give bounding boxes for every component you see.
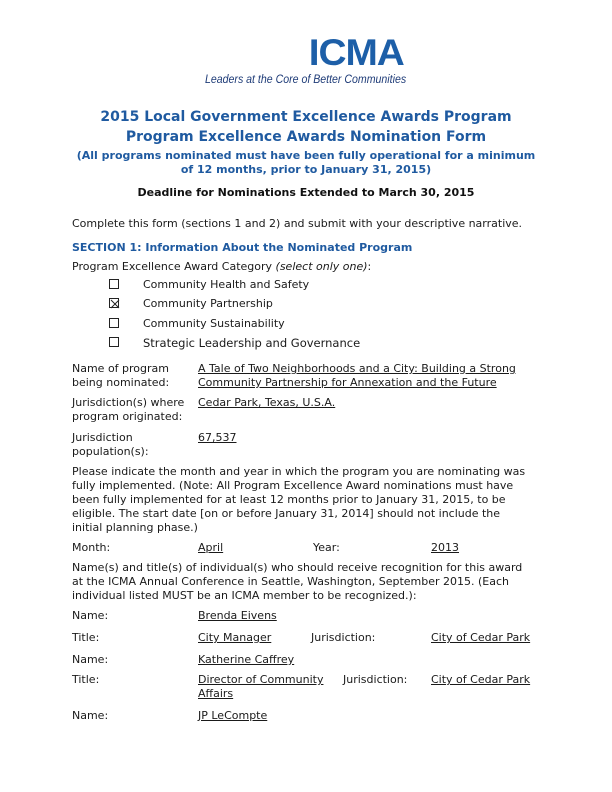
population-value[interactable]: 67,537 (198, 431, 237, 444)
program-name-label: Name of program being nominated: (72, 362, 170, 389)
intro-text: Complete this form (sections 1 and 2) and submit with your descriptive narrative. (72, 217, 523, 230)
jurisdiction-label: Jurisdiction(s) where program originated: (72, 396, 185, 423)
year-label: Year: (313, 541, 340, 554)
category-label: Strategic Leadership and Governance (143, 336, 361, 350)
person1-title-label: Title: (72, 631, 100, 644)
person1-title-value[interactable]: City Manager (198, 631, 272, 644)
jurisdiction-value[interactable]: Cedar Park, Texas, U.S.A. (198, 396, 336, 409)
category-prompt: Program Excellence Award Category (select only one): (72, 260, 372, 273)
logo-tagline: Leaders at the Core of Better Communities (205, 74, 407, 86)
recognition-instructions: Name(s) and title(s) of individual(s) who should receive recognition for this award at the ICMA Annual Conference in Seattle, Washington, September 2015. (Each individual listed MUST be an ICMA member to be recognized.): (72, 561, 523, 602)
person2-jurisdiction-value[interactable]: City of Cedar Park (431, 673, 531, 686)
program-name-value[interactable]: A Tale of Two Neighborhoods and a City: Building a Strong Community Partnership for Annexation and the Future (198, 362, 516, 389)
person1-jurisdiction-label: Jurisdiction: (311, 631, 376, 644)
eligibility-note: (All programs nominated must have been fully operational for a minimum of 12 months, prior to January 31, 2015) (76, 149, 536, 176)
icma-logo (0, 33, 612, 73)
person3-name-label: Name: (72, 709, 109, 722)
person2-name-value[interactable]: Katherine Caffrey (198, 653, 295, 666)
form-title: Program Excellence Awards Nomination Form (125, 129, 487, 145)
year-value[interactable]: 2013 (431, 541, 459, 554)
checkbox-checked[interactable] (109, 298, 119, 308)
category-label: Community Sustainability (143, 317, 285, 330)
implementation-instructions: Please indicate the month and year in which the program you are nominating was fully implemented. (Note: All Program Excellence Award nominations must have been fully implemented for at least 12 months prior to January 31, 2015, to be eligible. The start date [on or before January 31, 2014] should not include the initial planning phase.) (72, 465, 526, 534)
person2-jurisdiction-label: Jurisdiction: (343, 673, 408, 686)
person2-name-label: Name: (72, 653, 109, 666)
person2-title-label: Title: (72, 673, 100, 686)
section1-heading: SECTION 1: Information About the Nominated Program (72, 241, 413, 254)
person3-name-value[interactable]: JP LeCompte (198, 709, 268, 722)
person1-name-value[interactable]: Brenda Eivens (198, 609, 277, 622)
month-label: Month: (72, 541, 111, 554)
checkbox[interactable] (109, 318, 119, 328)
checkbox[interactable] (109, 279, 119, 289)
check-x-icon (110, 299, 120, 309)
checkbox[interactable] (109, 337, 119, 347)
person1-name-label: Name: (72, 609, 109, 622)
month-value[interactable]: April (198, 541, 224, 554)
person2-title-value[interactable]: Director of Community Affairs (198, 673, 324, 700)
category-label: Community Partnership (143, 297, 273, 310)
logo-text: ICMA (308, 32, 404, 73)
program-title: 2015 Local Government Excellence Awards Program (100, 109, 512, 125)
category-label: Community Health and Safety (143, 278, 310, 291)
person1-jurisdiction-value[interactable]: City of Cedar Park (431, 631, 531, 644)
population-label: Jurisdiction population(s): (72, 431, 149, 458)
deadline-notice: Deadline for Nominations Extended to March 30, 2015 (137, 186, 475, 199)
